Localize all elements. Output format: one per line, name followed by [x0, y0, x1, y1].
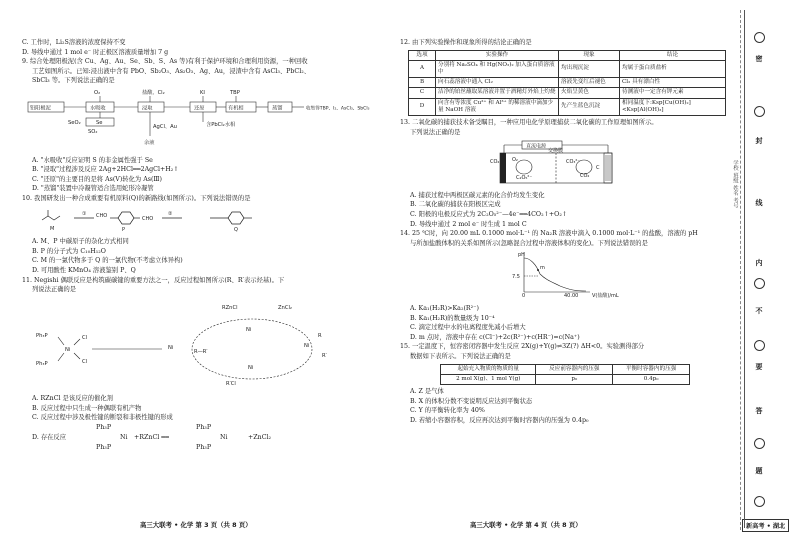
hole-circle: [754, 278, 765, 289]
q12-stem: 12. 由下列实验操作和现象所得的结论正确的是: [400, 39, 532, 46]
q12-cell: 向石蕊溶液中通入 Cl₂: [436, 78, 559, 88]
binding-sidebar: [732, 10, 773, 528]
hole-circle: [754, 438, 765, 449]
q11-option-d-text: D. 存在反应: [32, 434, 67, 442]
q10-option-d: D. 可用酸性 KMnO₄ 溶液鉴别 P、Q: [32, 266, 136, 274]
q11-label-r-b: R′: [322, 352, 327, 359]
q9-option-a: A. "水吸收"反应证明 S 的非金属性强于 Se: [32, 156, 153, 164]
sidebar-dash-line: [740, 10, 741, 530]
table-row: [441, 374, 690, 384]
q9-box-leach: 浸取: [142, 105, 153, 112]
q13-label-co2: CO₂: [490, 159, 500, 166]
q15-cell: 0.4p₀: [613, 374, 690, 384]
q14-stem-1: 14. 25 ℃时，向 20.00 mL 0.1000 mol·L⁻¹ 的 Na₂R 溶液中滴入 0.1000 mol·L⁻¹ 的盐酸，溶液的 pH: [400, 230, 698, 238]
q11-label-cl-b: Cl: [82, 358, 88, 365]
q12-header-phenomenon: 现象: [559, 50, 620, 60]
q9-box-reduce: 还原: [194, 105, 205, 112]
svg-text:①: ①: [82, 210, 87, 217]
q12-cell: 向含有等浓度 Cu²⁺ 和 Al³⁺ 的稀溶液中滴加少量 NaOH 溶液: [436, 98, 559, 115]
q11-label-cl-a: Cl: [82, 334, 88, 341]
q11-eq-ph3p-1: Ph₃P: [96, 424, 112, 432]
footer-right: 高三大联考 • 化学 第 4 页（共 8 页）: [470, 521, 582, 529]
q13-label-co2-b: CO₂: [580, 173, 590, 180]
q11-label-ni-a: Ni: [65, 346, 71, 353]
question-9: [22, 57, 390, 194]
q9-label-se: Se: [96, 119, 103, 126]
q11-option-b: B. 反应过程中只生成一种偶联有机产物: [32, 404, 142, 412]
q10-label-m: M: [50, 225, 55, 232]
sidebar-char: 要: [755, 363, 763, 371]
q11-label-ph3p-a: Ph₃P: [36, 332, 48, 339]
q13-stem-2: 下列说法正确的是: [410, 128, 461, 136]
q12-cell: 均属于蛋白质盐析: [620, 60, 726, 77]
q9-label-agcl: AgCl、Au: [153, 123, 177, 130]
q9-stem-2: 工艺如图所示。已知:浸出液中含有 PbO、Sb₂O₃、As₂O₃、Ag、Au，浸渣中含有 AsCl₃、PbCl₂、: [32, 67, 311, 75]
question-10: [22, 194, 390, 276]
left-column: [22, 38, 390, 453]
sidebar-char: 封: [755, 137, 763, 145]
q13-label-membrane: 交换膜: [548, 148, 564, 155]
q13-label-c: C: [596, 165, 600, 172]
q15-cell: 2 mol X(g)、1 mol Y(g): [441, 374, 536, 384]
sidebar-char: 题: [755, 467, 763, 475]
intro-line-c: C. 工作时，Li₂S溶液的浓度保持不变: [22, 39, 126, 46]
svg-text:CHO: CHO: [96, 212, 108, 219]
hole-circle: [754, 32, 765, 43]
q11-label-zncl2: ZnCl₂: [278, 304, 292, 311]
q11-eq-ph3p-2: Ph₃P: [96, 444, 112, 452]
hole-circle: [754, 496, 765, 507]
q11-label-rzncl: RZnCl: [222, 304, 238, 311]
hole-circle: [754, 340, 765, 351]
q14-stem-2: 与所加盐酸体积的关系如图所示(忽略混合过程中溶液体积的变化)。下列说法错误的是: [410, 239, 648, 247]
q15-table: [440, 364, 690, 385]
q9-box-distill: 蒸馏: [272, 105, 283, 112]
q12-cell: B: [409, 78, 436, 88]
q14-ylabel: pH: [518, 252, 525, 259]
q9-reagent-tbp: TBP: [230, 89, 240, 96]
q9-label-residue: 余液: [144, 139, 155, 146]
q12-header-option: 选项: [409, 50, 436, 60]
q9-stem-3: SbCl₃ 等。下列说法正确的是: [32, 77, 115, 85]
q13-label-power: 直流电源: [526, 143, 547, 150]
q9-option-b: B. "浸取"过程涉及反应 2Ag+2HCl══2AgCl+H₂↑: [32, 166, 179, 174]
q10-option-b: B. P 的分子式为 C₁₀H₁₂O: [32, 247, 106, 255]
sidebar-char: 答: [755, 407, 763, 415]
question-11: [22, 276, 390, 454]
q11-option-a: A. RZnCl 是该反应的催化剂: [32, 395, 113, 403]
q15-stem-2: 数据如下表所示。下列说法正确的是: [410, 352, 511, 360]
q14-point-m: m: [540, 265, 545, 272]
q12-cell: 相同温度下:Ksp[Cu(OH)₂]<Ksp[Al(OH)₃]: [620, 98, 726, 115]
q12-cell: 溶液先变红后褪色: [559, 78, 620, 88]
q11-eq-ph3p-3: Ph₃P: [196, 424, 212, 432]
q14-option-d: D. m 点时，溶液中存在 c(Cl⁻)+2c(R²⁻)+c(HR⁻)=c(Na⁺): [410, 333, 580, 341]
q12-cell: A: [409, 60, 436, 77]
q11-eq-mid: +RZnCl ══: [134, 434, 169, 442]
q15-header-eq: 平衡时容器内的压强: [613, 364, 690, 374]
q12-cell: 先产生蓝色沉淀: [559, 98, 620, 115]
q13-stem-1: 13. 二氧化碳的捕获技术备受瞩目，一种应用电化学原理捕获二氧化碳的工作原理如图所示。: [400, 119, 658, 127]
sidebar-vertical-fields: 学校 班级 姓名 考号: [732, 160, 738, 209]
q9-reagent-hcl: 盐酸、Cl₂: [142, 89, 165, 96]
q11-option-c: C. 反应过程中涉及极性键的断裂和非极性键的形成: [32, 414, 173, 422]
q9-flow-diagram: [22, 88, 382, 150]
q12-header-operation: 实验操作: [436, 50, 559, 60]
q11-label-ni-d: Ni: [248, 364, 254, 371]
q12-cell: 均出现沉淀: [559, 60, 620, 77]
q9-label-so2: SO₂: [88, 128, 98, 135]
q11-catalytic-cycle: [22, 297, 362, 389]
q11-label-r-r: R—R′: [194, 348, 208, 355]
q11-stem-1: 11. Negishi 偶联反应是构筑碳碳键的重要方法之一，反应过程如图所示(R、R′表示烃基)。下: [22, 276, 285, 284]
q10-reaction-scheme: [22, 206, 322, 232]
question-14: [400, 229, 730, 342]
q10-label-q: Q: [234, 226, 238, 232]
q12-cell: D: [409, 98, 436, 115]
q11-eq-ph3p-4: Ph₃P: [196, 444, 212, 452]
q11-label-ni-e: Ni: [168, 344, 174, 351]
q12-cell: 分别将 Na₂SO₄ 和 Hg(NO₃)₂ 加入蛋白质溶液中: [436, 60, 559, 77]
q13-electrolysis-cell: [400, 139, 730, 185]
q13-label-co3: CO₃²⁻: [566, 159, 581, 166]
q11-label-ph3p-b: Ph₃P: [36, 360, 48, 367]
q12-table: [408, 50, 726, 116]
q13-option-b: B. 二氧化碳的捕获在阳极区完成: [410, 201, 501, 209]
q12-cell: 洁净的铂丝蘸取某溶液并置于酒精灯外焰上灼烧: [436, 88, 559, 98]
q15-cell: p₀: [536, 374, 613, 384]
q12-cell: Cl₂ 具有漂白性: [620, 78, 726, 88]
q9-box-absorb: 水吸收: [90, 105, 106, 112]
q9-stem-1: 9. 综合处理阳极泥(含 Cu、Ag、Au、Se、Sb、S、As 等)有利于保护环境和合理利用资源，一种回收: [22, 58, 308, 66]
svg-text:②: ②: [168, 210, 173, 217]
q14-titration-curve: [400, 250, 730, 298]
q13-label-c2o5: C₂O₅²⁻: [516, 175, 533, 182]
q13-option-c: C. 阳极的电极反应式为 2C₂O₅²⁻—4e⁻══4CO₂↑+O₂↑: [410, 210, 568, 218]
q13-label-o2: O₂: [512, 157, 518, 164]
svg-text:CHO: CHO: [142, 215, 154, 222]
q14-option-c: C. 滴定过程中水的电离程度先减小后增大: [410, 324, 526, 332]
table-row: [409, 98, 726, 115]
q15-header-pre: 反应前容器内的压强: [536, 364, 613, 374]
q11-label-r-a: R: [318, 332, 322, 339]
q9-label-seo2: SeO₂: [68, 119, 81, 126]
table-row: [409, 88, 726, 98]
q14-xlabel: V(盐酸)/mL: [592, 293, 619, 299]
q11-label-ni-c: Ni: [304, 342, 310, 349]
q14-tick-x40: 40.00: [564, 293, 579, 299]
q14-option-a: A. Ka₁(H₂R)>Ka₂(R²⁻): [410, 304, 479, 312]
q9-option-d: D. "蒸馏"装置中冷凝管适合选用蛇形冷凝管: [32, 185, 154, 193]
q9-label-pbcl2: 含PbCl₂水相: [206, 121, 236, 128]
footer-left: 高三大联考 • 化学 第 3 页（共 8 页）: [140, 521, 252, 529]
q11-eq-ni-2: Ni: [220, 434, 228, 442]
q15-stem-1: 15. 一定温度下，恒容密闭容器中发生反应 2X(g)+Y(g)⇌3Z(?) ΔH<0。实验测得部分: [400, 343, 645, 351]
q10-stem: 10. 我国研发出一种合成重要有机原料(Q)的新路线(如图所示)。下列说法错误的是: [22, 194, 251, 202]
q9-box-organic: 有机相: [228, 105, 244, 112]
q11-eq-ni-1: Ni: [120, 434, 128, 442]
q9-box-collect: 收集得TBP、I₂、AsCl₃、SbCl₃: [306, 106, 370, 112]
q11-stem-2: 列说法正确的是: [32, 286, 77, 294]
hole-circle: [754, 106, 765, 117]
q11-label-ni-b: Ni: [246, 326, 252, 333]
q11-label-rcl: R′Cl: [226, 380, 236, 387]
q15-option-a: A. Z 是气体: [410, 387, 444, 395]
q10-option-a: A. M、P 中碳原子的杂化方式相同: [32, 238, 129, 246]
sidebar-char: 不: [755, 307, 763, 315]
q15-option-c: C. Y 的平衡转化率为 40%: [410, 407, 485, 415]
q14-tick-x0: 0: [522, 293, 526, 299]
q15-option-d: D. 若缩小容器容积，反应再次达到平衡时容器内的压强为 0.4p₀: [410, 416, 589, 424]
q12-cell: 火焰呈黄色: [559, 88, 620, 98]
right-column: [400, 38, 730, 425]
question-15: [400, 342, 730, 425]
table-row: [409, 78, 726, 88]
region-badge: 新高考 • 湖北: [742, 519, 789, 532]
q11-option-d: [32, 423, 390, 453]
q12-cell: 待测液中一定含有钾元素: [620, 88, 726, 98]
q9-box-raw: 铅阳极泥: [30, 105, 51, 112]
q10-label-p: P: [122, 226, 126, 232]
q12-cell: C: [409, 88, 436, 98]
sidebar-char: 内: [755, 259, 763, 267]
q14-tick-y: 7.5: [512, 274, 520, 281]
q9-reagent-o2: O₂: [94, 89, 101, 96]
q15-header-initial: 起始充入物质的物质的量: [441, 364, 536, 374]
sidebar-char: 密: [755, 55, 763, 63]
intro-line-d: D. 导线中通过 1 mol e⁻ 时正极区溶液质量增加 7 g: [22, 48, 169, 56]
q9-reagent-ki: KI: [200, 89, 205, 96]
q9-option-c: C. "还原"的主要目的是将 As(Ⅴ)转化为 As(Ⅲ): [32, 175, 162, 183]
q14-option-b: B. Ka₁(H₂R)的数量级为 10⁻⁴: [410, 314, 495, 322]
q10-option-c: C. M 的一氯代物多于 Q 的一氯代物(不考虑立体异构): [32, 257, 183, 265]
question-13: [400, 118, 730, 229]
q12-header-conclusion: 结论: [620, 50, 726, 60]
question-12: [400, 38, 730, 116]
q15-option-b: B. X 的体积分数不变说明反应达到平衡状态: [410, 397, 533, 405]
q13-option-d: D. 导线中通过 2 mol e⁻ 时生成 1 mol C: [410, 220, 527, 228]
q11-eq-right: +ZnCl₂: [248, 434, 272, 442]
sidebar-char: 线: [755, 199, 763, 207]
q13-option-a: A. 捕获过程中两极区碳元素的化合价均发生变化: [410, 191, 545, 199]
table-row: [409, 60, 726, 77]
